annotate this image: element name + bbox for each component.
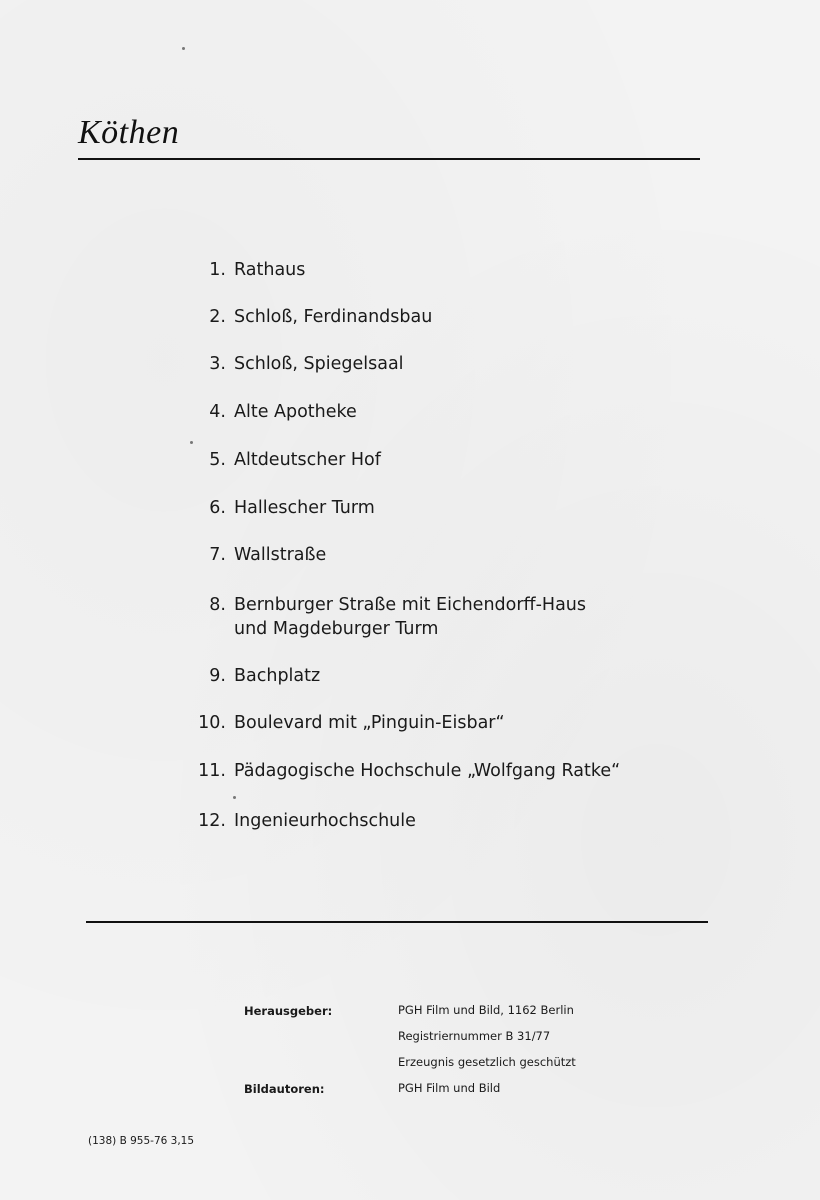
bildautoren-value: PGH Film und Bild [398, 1081, 501, 1095]
herausgeber-line: Erzeugnis gesetzlich geschützt [398, 1055, 576, 1069]
item-text: Wallstraße [234, 545, 327, 565]
item-text: Boulevard mit „Pinguin-Eisbar“ [234, 713, 505, 733]
item-number: 8. [209, 595, 226, 615]
print-code: (138) B 955-76 3,15 [88, 1135, 195, 1147]
bildautoren-label: Bildautoren: [244, 1082, 325, 1096]
paper-speck [233, 796, 236, 799]
item-text: Pädagogische Hochschule „Wolfgang Ratke“ [234, 761, 621, 781]
herausgeber-line: Registriernummer B 31/77 [398, 1029, 551, 1043]
top-rule [78, 158, 700, 160]
item-number: 3. [209, 354, 226, 374]
item-number: 12. [198, 811, 226, 831]
list-item [180, 711, 505, 735]
item-number: 6. [209, 498, 226, 518]
item-text-continued: und Magdeburger Turm [234, 619, 439, 639]
paper-speck [182, 47, 185, 50]
item-number: 2. [209, 307, 226, 327]
item-text: Schloß, Ferdinandsbau [234, 307, 433, 327]
list-item [180, 258, 305, 282]
item-text: Bachplatz [234, 666, 321, 686]
list-item [180, 400, 357, 424]
bottom-rule [86, 921, 708, 923]
item-number: 5. [209, 450, 226, 470]
item-number: 11. [198, 761, 226, 781]
page-title: Köthen [78, 114, 180, 151]
item-text: Bernburger Straße mit Eichendorff-Haus [234, 595, 587, 615]
list-item [180, 809, 416, 833]
herausgeber-line: PGH Film und Bild, 1162 Berlin [398, 1003, 574, 1017]
list-item [180, 305, 432, 329]
list-item [180, 543, 326, 567]
item-number: 4. [209, 402, 226, 422]
item-text: Rathaus [234, 260, 306, 280]
list-item [180, 496, 375, 520]
item-number: 7. [209, 545, 226, 565]
item-number: 9. [209, 666, 226, 686]
item-number: 1. [209, 260, 226, 280]
list-item [180, 448, 381, 472]
list-item [180, 593, 586, 641]
item-text: Schloß, Spiegelsaal [234, 354, 404, 374]
item-text: Altdeutscher Hof [234, 450, 381, 470]
paper-speck [190, 441, 193, 444]
item-text: Ingenieurhochschule [234, 811, 416, 831]
list-item [180, 664, 320, 688]
item-number: 10. [198, 713, 226, 733]
item-text: Hallescher Turm [234, 498, 375, 518]
list-item [180, 759, 620, 783]
list-item [180, 352, 404, 376]
herausgeber-label: Herausgeber: [244, 1004, 333, 1018]
item-text: Alte Apotheke [234, 402, 357, 422]
